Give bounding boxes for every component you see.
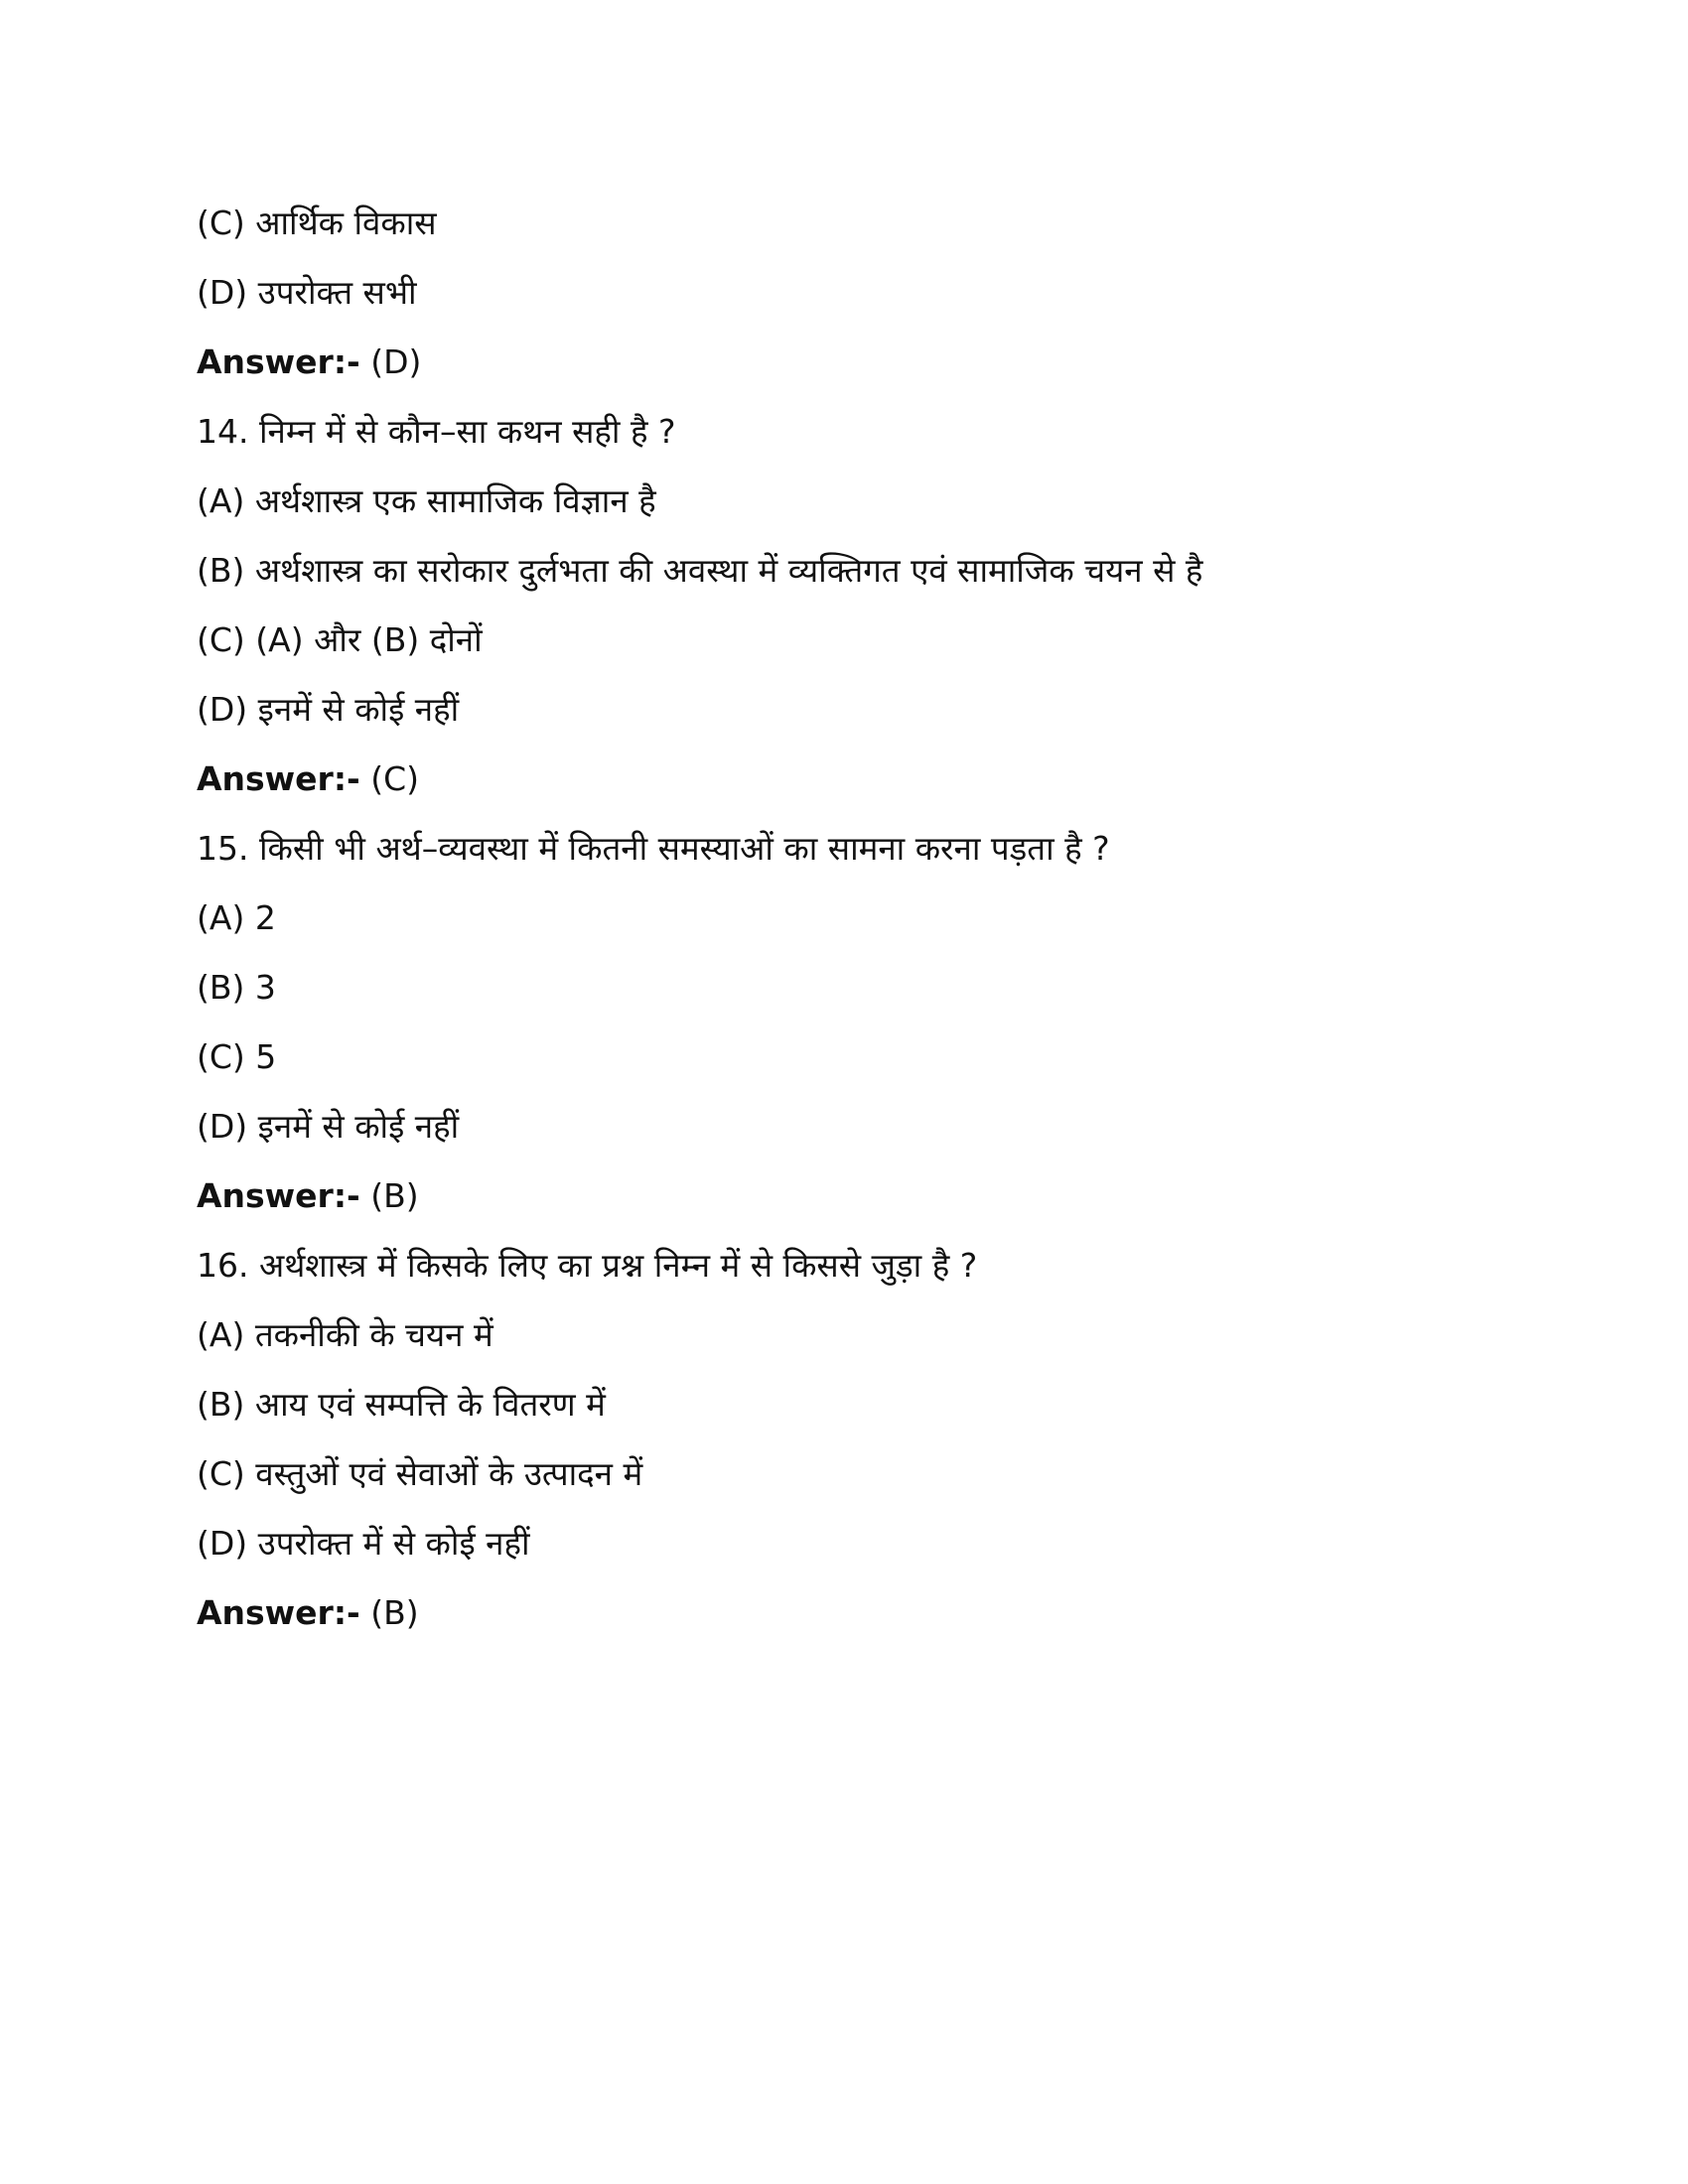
option-letter: (A) — [197, 898, 245, 937]
option-letter: (B) — [197, 551, 245, 590]
answer-value: (C) — [370, 759, 420, 798]
option-letter: (D) — [197, 1524, 248, 1563]
option-letter: (B) — [197, 1385, 245, 1424]
option-text: अर्थशास्त्र का सरोकार दुर्लभता की अवस्था में व्यक्तिगत एवं सामाजिक चयन से है — [254, 551, 1203, 590]
question-text: अर्थशास्त्र में किसके लिए का प्रश्न निम्न में से किससे जुड़ा है ? — [258, 1246, 978, 1285]
option-text: 3 — [254, 968, 276, 1007]
answer-value: (B) — [370, 1176, 419, 1215]
option-a — [197, 467, 1587, 536]
question-15 — [197, 814, 1587, 884]
option-a — [197, 1300, 1587, 1370]
option-a — [197, 884, 1587, 953]
option-c — [197, 1439, 1587, 1509]
answer-line — [197, 1161, 1587, 1231]
answer-line — [197, 745, 1587, 814]
option-letter: (C) — [197, 1454, 245, 1493]
option-text: (A) और (B) दोनों — [255, 620, 483, 659]
answer-label: Answer:- — [197, 759, 360, 798]
answer-line — [197, 328, 1587, 397]
option-c — [197, 1023, 1587, 1092]
option-letter: (C) — [197, 620, 245, 659]
option-b — [197, 953, 1587, 1023]
option-letter: (D) — [197, 690, 248, 729]
question-number: 14. — [197, 412, 249, 451]
answer-label: Answer:- — [197, 342, 360, 381]
option-text: तकनीकी के चयन में — [254, 1315, 493, 1354]
option-d — [197, 675, 1587, 745]
option-text: उपरोक्त सभी — [257, 273, 417, 312]
answer-value: (B) — [370, 1593, 419, 1632]
option-letter: (C) — [197, 1037, 245, 1076]
option-d — [197, 258, 1587, 328]
option-letter: (B) — [197, 968, 245, 1007]
option-c — [197, 189, 1587, 258]
question-14 — [197, 397, 1587, 467]
option-text: इनमें से कोई नहीं — [257, 690, 460, 729]
option-b — [197, 536, 1587, 606]
option-text: 2 — [254, 898, 276, 937]
question-number: 16. — [197, 1246, 249, 1285]
answer-value: (D) — [370, 342, 422, 381]
question-number: 15. — [197, 829, 249, 868]
answer-label: Answer:- — [197, 1593, 360, 1632]
option-d — [197, 1092, 1587, 1161]
option-letter: (D) — [197, 1107, 248, 1146]
option-text: उपरोक्त में से कोई नहीं — [257, 1524, 530, 1563]
option-b — [197, 1370, 1587, 1439]
option-text: अर्थशास्त्र एक सामाजिक विज्ञान है — [254, 481, 656, 520]
option-text: आय एवं सम्पत्ति के वितरण में — [254, 1385, 606, 1424]
option-text: आर्थिक विकास — [255, 204, 437, 242]
option-text: वस्तुओं एवं सेवाओं के उत्पादन में — [255, 1454, 643, 1493]
question-16 — [197, 1231, 1587, 1300]
question-text: किसी भी अर्थ–व्यवस्था में कितनी समस्याओं का सामना करना पड़ता है ? — [258, 829, 1110, 868]
answer-label: Answer:- — [197, 1176, 360, 1215]
option-letter: (D) — [197, 273, 248, 312]
option-letter: (A) — [197, 1315, 245, 1354]
answer-line — [197, 1578, 1587, 1648]
question-page — [197, 189, 1587, 1648]
option-d — [197, 1509, 1587, 1578]
option-c — [197, 606, 1587, 675]
option-text: इनमें से कोई नहीं — [257, 1107, 460, 1146]
option-letter: (C) — [197, 204, 245, 242]
option-text: 5 — [255, 1037, 277, 1076]
question-text: निम्न में से कौन–सा कथन सही है ? — [258, 412, 676, 451]
option-letter: (A) — [197, 481, 245, 520]
